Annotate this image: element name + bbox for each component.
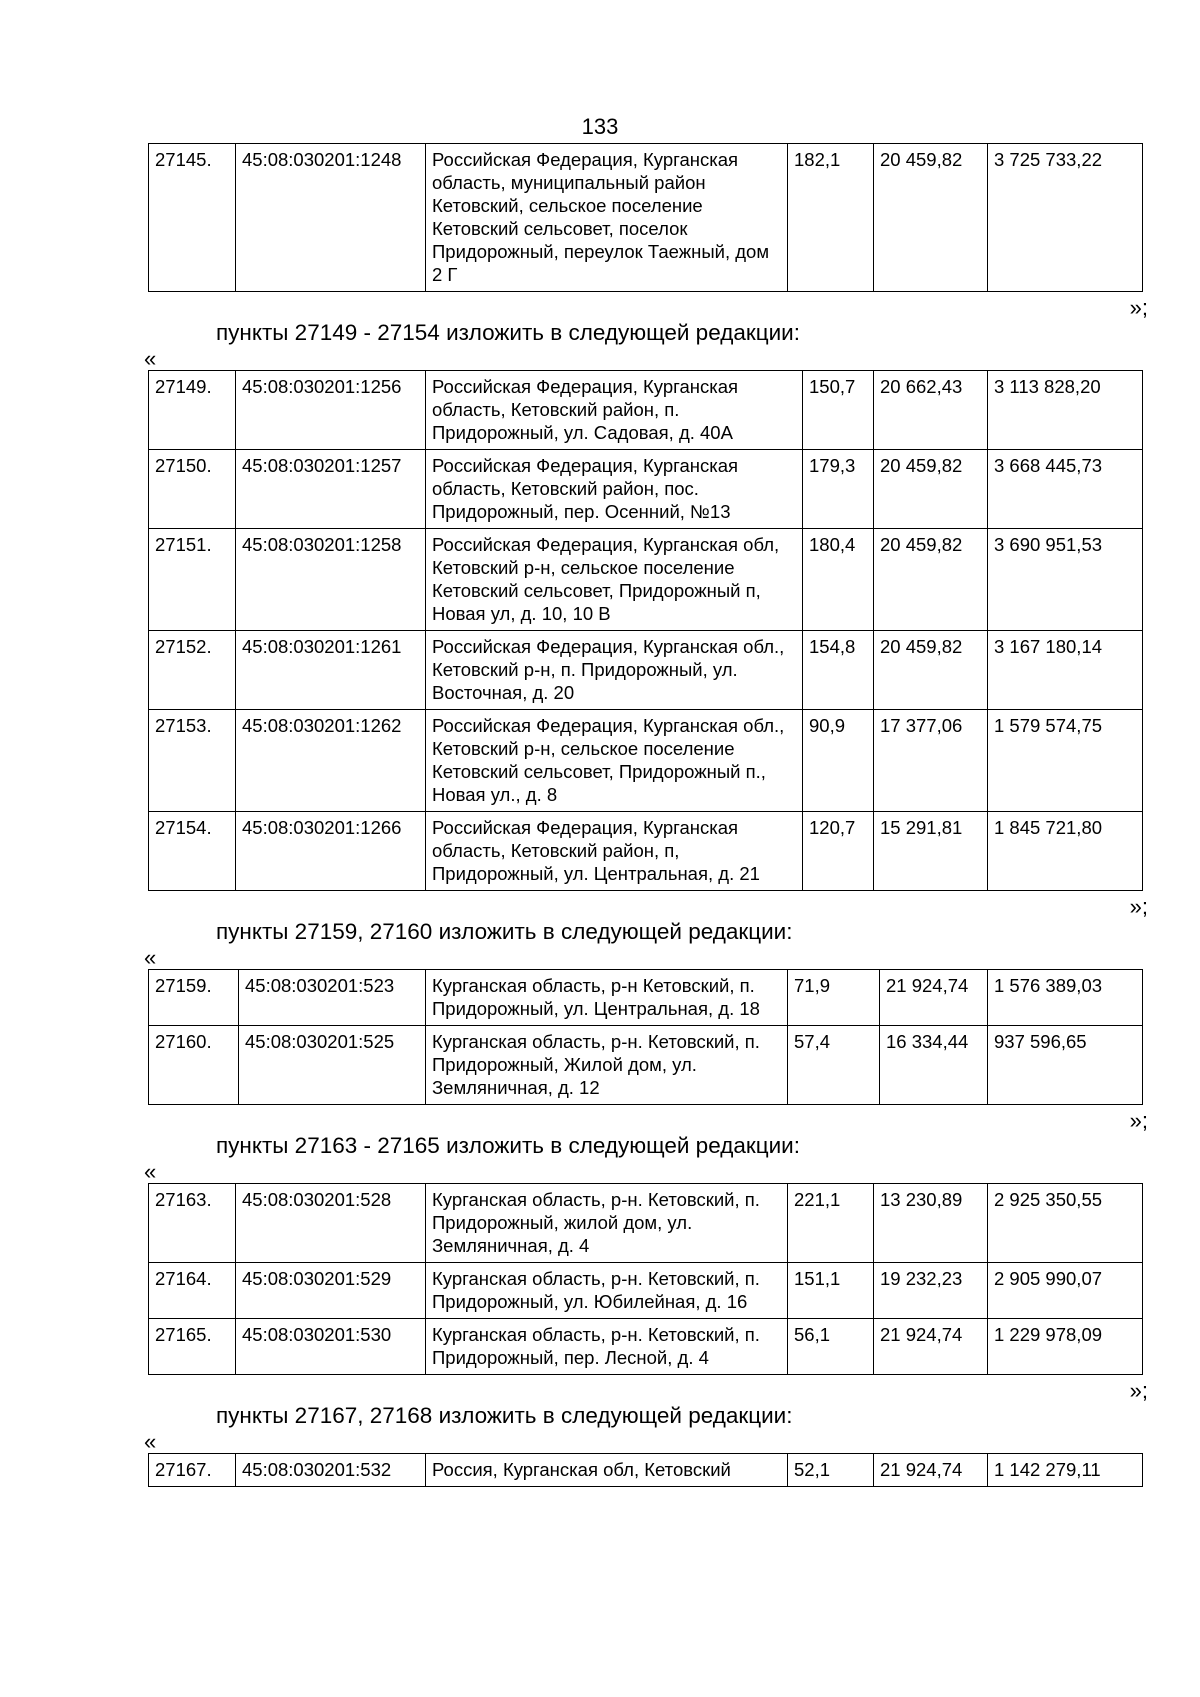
- price-per-unit: 20 459,82: [874, 144, 988, 292]
- table-row: [149, 710, 1143, 812]
- opening-quote: «: [144, 1429, 157, 1454]
- area: 150,7: [803, 371, 874, 450]
- table-row: [149, 1026, 1143, 1105]
- closing-quote: »;: [1129, 1108, 1148, 1133]
- opening-quote: «: [144, 346, 157, 371]
- cadastral-value: 3 725 733,22: [988, 144, 1143, 292]
- cadastral-number: 45:08:030201:525: [239, 1026, 426, 1105]
- closing-quote: »;: [1129, 1378, 1148, 1403]
- area: 151,1: [788, 1263, 874, 1319]
- price-per-unit: 17 377,06: [874, 710, 988, 812]
- area: 52,1: [788, 1454, 874, 1487]
- table-row: [149, 812, 1143, 891]
- table-row: [149, 144, 1143, 292]
- registry-table: [148, 969, 1143, 1105]
- price-per-unit: 21 924,74: [874, 1454, 988, 1487]
- row-number: 27145.: [149, 144, 236, 292]
- cadastral-number: 45:08:030201:1248: [236, 144, 426, 292]
- address: Курганская область, р-н Кетовский, п. Придорожный, ул. Центральная, д. 18: [426, 970, 788, 1026]
- row-number: 27165.: [149, 1319, 236, 1375]
- registry-table: [148, 143, 1143, 292]
- price-per-unit: 13 230,89: [874, 1184, 988, 1263]
- cadastral-value: 3 113 828,20: [988, 371, 1143, 450]
- cadastral-number: 45:08:030201:532: [236, 1454, 426, 1487]
- table-row: [149, 1184, 1143, 1263]
- row-number: 27154.: [149, 812, 236, 891]
- cadastral-value: 3 690 951,53: [988, 529, 1143, 631]
- cadastral-number: 45:08:030201:530: [236, 1319, 426, 1375]
- address: Российская Федерация, Курганская обл., Кетовский р-н, п. Придорожный, ул. Восточная, д. 20: [426, 631, 803, 710]
- cadastral-value: 3 668 445,73: [988, 450, 1143, 529]
- cadastral-value: 3 167 180,14: [988, 631, 1143, 710]
- row-number: 27159.: [149, 970, 239, 1026]
- area: 120,7: [803, 812, 874, 891]
- row-number: 27153.: [149, 710, 236, 812]
- opening-quote: «: [144, 1159, 157, 1184]
- table-row: [149, 631, 1143, 710]
- cadastral-value: 1 142 279,11: [988, 1454, 1143, 1487]
- address: Россия, Курганская обл, Кетовский: [426, 1454, 788, 1487]
- amendment-instruction: пункты 27163 - 27165 изложить в следующей редакции:: [216, 1133, 800, 1158]
- area: 180,4: [803, 529, 874, 631]
- address: Российская Федерация, Курганская область, Кетовский район, пос. Придорожный, пер. Осенний, №13: [426, 450, 803, 529]
- amendment-instruction: пункты 27167, 27168 изложить в следующей редакции:: [216, 1403, 793, 1428]
- registry-table: [148, 1183, 1143, 1375]
- address: Российская Федерация, Курганская обл., Кетовский р-н, сельское поселение Кетовский сельсовет, Придорожный п., Новая ул., д. 8: [426, 710, 803, 812]
- price-per-unit: 16 334,44: [880, 1026, 988, 1105]
- opening-quote: «: [144, 945, 157, 970]
- amendment-instruction: пункты 27149 - 27154 изложить в следующей редакции:: [216, 320, 800, 345]
- cadastral-number: 45:08:030201:1262: [236, 710, 426, 812]
- row-number: 27164.: [149, 1263, 236, 1319]
- table-row: [149, 529, 1143, 631]
- cadastral-value: 1 579 574,75: [988, 710, 1143, 812]
- cadastral-number: 45:08:030201:1258: [236, 529, 426, 631]
- cadastral-value: 1 845 721,80: [988, 812, 1143, 891]
- price-per-unit: 15 291,81: [874, 812, 988, 891]
- area: 154,8: [803, 631, 874, 710]
- cadastral-number: 45:08:030201:1257: [236, 450, 426, 529]
- table-row: [149, 1263, 1143, 1319]
- area: 57,4: [788, 1026, 880, 1105]
- page-number: 133: [581, 114, 619, 139]
- table-row: [149, 1319, 1143, 1375]
- cadastral-number: 45:08:030201:523: [239, 970, 426, 1026]
- document-body: [144, 143, 1148, 1487]
- cadastral-value: 937 596,65: [988, 1026, 1143, 1105]
- row-number: 27167.: [149, 1454, 236, 1487]
- address: Курганская область, р-н. Кетовский, п. Придорожный, пер. Лесной, д. 4: [426, 1319, 788, 1375]
- row-number: 27150.: [149, 450, 236, 529]
- table-row: [149, 970, 1143, 1026]
- cadastral-value: 2 905 990,07: [988, 1263, 1143, 1319]
- price-per-unit: 20 662,43: [874, 371, 988, 450]
- table-row: [149, 1454, 1143, 1487]
- cadastral-number: 45:08:030201:1261: [236, 631, 426, 710]
- cadastral-number: 45:08:030201:528: [236, 1184, 426, 1263]
- row-number: 27163.: [149, 1184, 236, 1263]
- table-row: [149, 371, 1143, 450]
- cadastral-value: 1 229 978,09: [988, 1319, 1143, 1375]
- registry-table: [148, 370, 1143, 891]
- row-number: 27152.: [149, 631, 236, 710]
- closing-quote: »;: [1129, 295, 1148, 320]
- row-number: 27149.: [149, 371, 236, 450]
- row-number: 27160.: [149, 1026, 239, 1105]
- cadastral-number: 45:08:030201:1266: [236, 812, 426, 891]
- area: 179,3: [803, 450, 874, 529]
- registry-table: [148, 1453, 1143, 1487]
- price-per-unit: 21 924,74: [880, 970, 988, 1026]
- closing-quote: »;: [1129, 894, 1148, 919]
- cadastral-number: 45:08:030201:529: [236, 1263, 426, 1319]
- price-per-unit: 20 459,82: [874, 529, 988, 631]
- row-number: 27151.: [149, 529, 236, 631]
- address: Курганская область, р-н. Кетовский, п. Придорожный, ул. Юбилейная, д. 16: [426, 1263, 788, 1319]
- address: Российская Федерация, Курганская область, Кетовский район, п. Придорожный, ул. Садовая, д. 40А: [426, 371, 803, 450]
- cadastral-value: 1 576 389,03: [988, 970, 1143, 1026]
- area: 182,1: [788, 144, 874, 292]
- address: Курганская область, р-н. Кетовский, п. Придорожный, Жилой дом, ул. Земляничная, д. 12: [426, 1026, 788, 1105]
- price-per-unit: 20 459,82: [874, 631, 988, 710]
- area: 56,1: [788, 1319, 874, 1375]
- table-row: [149, 450, 1143, 529]
- amendment-instruction: пункты 27159, 27160 изложить в следующей редакции:: [216, 919, 793, 944]
- price-per-unit: 21 924,74: [874, 1319, 988, 1375]
- cadastral-value: 2 925 350,55: [988, 1184, 1143, 1263]
- address: Российская Федерация, Курганская обл, Кетовский р-н, сельское поселение Кетовский сельсовет, Придорожный п, Новая ул, д. 10, 10 В: [426, 529, 803, 631]
- price-per-unit: 20 459,82: [874, 450, 988, 529]
- area: 221,1: [788, 1184, 874, 1263]
- address: Российская Федерация, Курганская область, муниципальный район Кетовский, сельское поселение Кетовский сельсовет, поселок Придорожный, переулок Таежный, дом 2 Г: [426, 144, 788, 292]
- area: 90,9: [803, 710, 874, 812]
- cadastral-number: 45:08:030201:1256: [236, 371, 426, 450]
- address: Российская Федерация, Курганская область, Кетовский район, п, Придорожный, ул. Центральная, д. 21: [426, 812, 803, 891]
- area: 71,9: [788, 970, 880, 1026]
- price-per-unit: 19 232,23: [874, 1263, 988, 1319]
- address: Курганская область, р-н. Кетовский, п. Придорожный, жилой дом, ул. Земляничная, д. 4: [426, 1184, 788, 1263]
